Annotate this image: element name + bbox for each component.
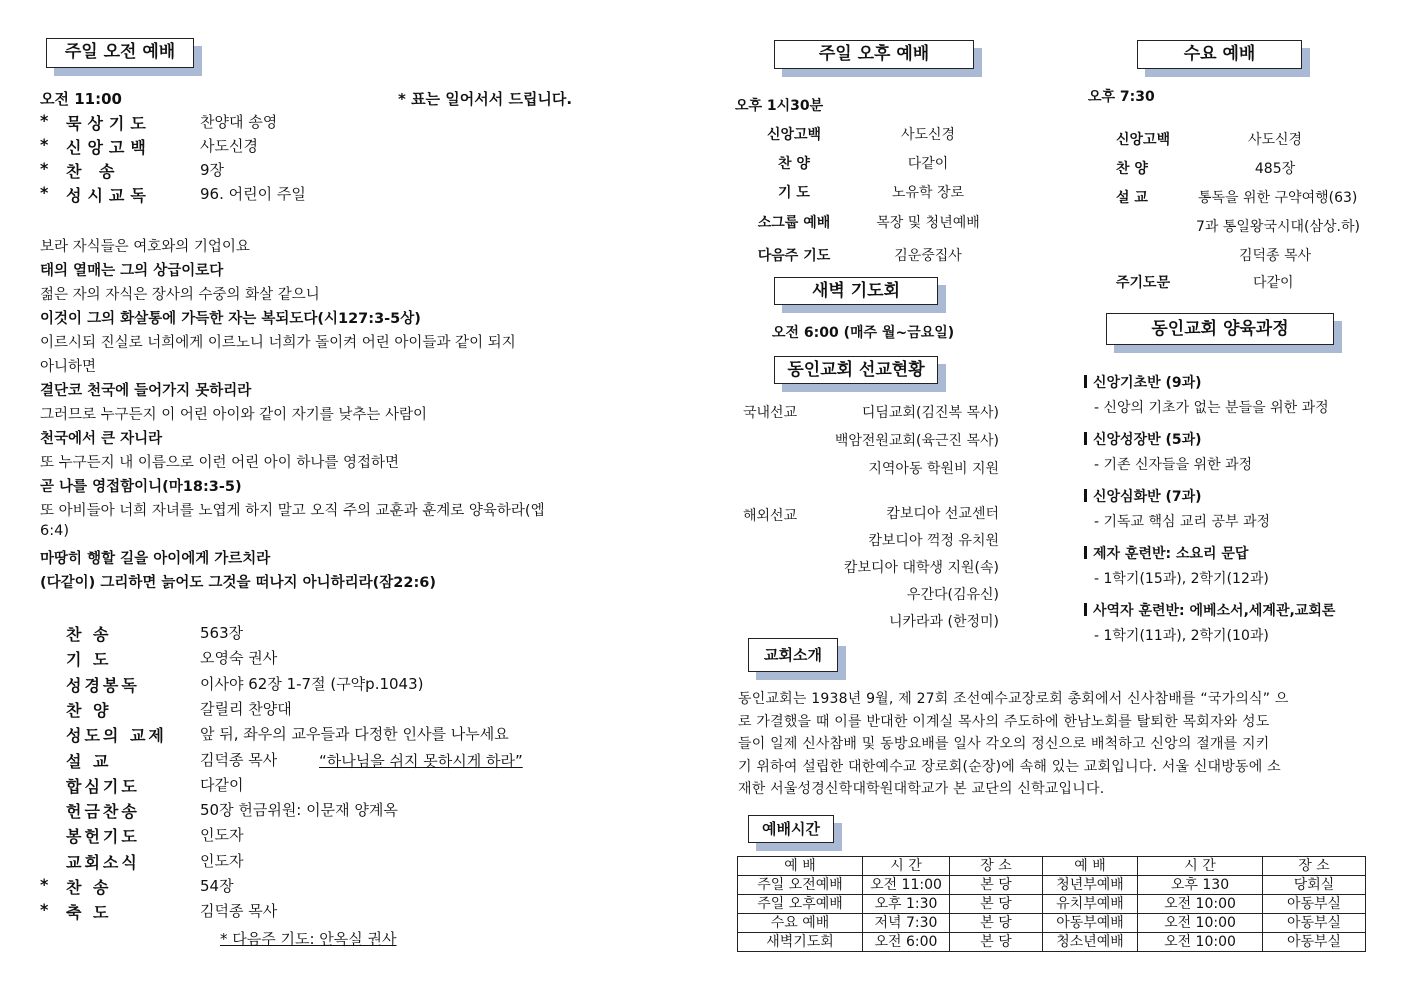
course-title-text: 신앙성장반 (5과) xyxy=(1093,432,1202,448)
schedule-cell: 유치부예배 xyxy=(1043,895,1138,914)
schedule-cell: 본 당 xyxy=(950,914,1043,933)
training-course-title xyxy=(1084,543,1248,563)
schedule-cell: 수요 예배 xyxy=(738,914,863,933)
mission-header: 동인교회 선교현황 xyxy=(774,356,938,384)
schedule-cell: 주일 오전예배 xyxy=(738,876,863,895)
order-label: 성도의 교제 xyxy=(66,726,167,746)
verse-line: 또 아비들아 너희 자녀를 노엽게 하지 말고 오직 주의 교훈과 훈계로 양육하라(엡 xyxy=(40,503,545,519)
wednesday-time: 오후 7:30 xyxy=(1088,89,1155,105)
afternoon-item-value: 목장 및 청년예배 xyxy=(876,215,980,231)
order-label: 헌금찬송 xyxy=(66,802,140,822)
schedule-cell: 본 당 xyxy=(950,933,1043,952)
schedule-cell: 아동부실 xyxy=(1263,914,1366,933)
dawn-prayer-header: 새벽 기도회 xyxy=(774,277,938,305)
order-label: 교회소식 xyxy=(66,852,140,872)
verse-line: 결단코 천국에 들어가지 못하리라 xyxy=(40,383,252,399)
order-label: 신앙고백 xyxy=(66,138,152,157)
verse-line: 보라 자식들은 여호와의 기업이요 xyxy=(40,239,250,255)
domestic-mission-item: 디딤교회(김진복 목사) xyxy=(861,405,999,421)
training-course-desc: - 기존 신자들을 위한 과정 xyxy=(1094,457,1253,473)
order-label: 찬 송 xyxy=(66,878,112,897)
order-star: * xyxy=(40,111,49,130)
afternoon-item-value: 사도신경 xyxy=(900,127,956,143)
schedule-col-header: 시 간 xyxy=(1138,857,1263,876)
intro-line: 들이 일제 신사참배 및 동방요배를 일사 각오의 정신으로 배척하고 신앙의 절개를 지키 xyxy=(738,736,1270,752)
sermon-title: “하나님을 쉬지 못하시게 하라” xyxy=(319,752,523,770)
overseas-mission-item: 캄보디아 선교센터 xyxy=(886,506,999,522)
verse-line: 6:4) xyxy=(40,523,69,539)
schedule-col-header: 장 소 xyxy=(950,857,1043,876)
schedule-cell: 청년부예배 xyxy=(1043,876,1138,895)
afternoon-time: 오후 1시30분 xyxy=(735,98,824,114)
order-label: 합심기도 xyxy=(66,776,140,796)
schedule-cell: 주일 오후예배 xyxy=(738,895,863,914)
afternoon-item-label: 소그룹 예배 xyxy=(757,215,831,231)
wednesday-item-label: 신앙고백 xyxy=(1116,132,1171,148)
next-week-prayer: * 다음주 기도: 안옥실 권사 xyxy=(220,930,397,948)
order-value: 인도자 xyxy=(200,826,244,845)
domestic-mission-item: 지역아동 학원비 지원 xyxy=(868,461,999,477)
training-course-title xyxy=(1084,372,1202,392)
order-value: 김덕종 목사 xyxy=(200,750,278,769)
order-value: 50장 헌금위원: 이문재 양계옥 xyxy=(200,801,398,820)
standing-note: * 표는 일어서서 드립니다. xyxy=(398,90,573,108)
wednesday-item-value: 485장 xyxy=(1254,161,1296,177)
dawn-prayer-time: 오전 6:00 (매주 월~금요일) xyxy=(772,325,955,341)
bullet-bar-icon xyxy=(1084,603,1087,616)
intro-line: 로 가결했을 때 이를 반대한 이계실 목사의 주도하에 한남노회를 탈퇴한 목회자와 성도 xyxy=(738,713,1270,730)
order-star: * xyxy=(40,875,49,894)
wednesday-service-header: 수요 예배 xyxy=(1137,40,1302,69)
bullet-bar-icon xyxy=(1084,432,1087,445)
order-value: 이사야 62장 1-7절 (구약p.1043) xyxy=(200,674,424,693)
schedule-cell: 오후 130 xyxy=(1138,876,1263,895)
order-star: * xyxy=(40,183,49,202)
training-course-desc: - 1학기(15과), 2학기(12과) xyxy=(1094,571,1269,587)
verse-line: 그러므로 누구든지 이 어린 아이와 같이 자기를 낮추는 사람이 xyxy=(40,407,428,423)
schedule-cell: 본 당 xyxy=(950,895,1043,914)
order-value: 563장 xyxy=(200,624,244,642)
schedule-cell: 아동부예배 xyxy=(1043,914,1138,933)
afternoon-item-value: 김운중집사 xyxy=(894,248,962,264)
training-course-title xyxy=(1084,429,1202,449)
order-star: * xyxy=(40,159,49,178)
afternoon-service-header: 주일 오후 예배 xyxy=(774,40,974,69)
afternoon-item-label: 찬 양 xyxy=(778,156,810,172)
intro-line: 동인교회는 1938년 9월, 제 27회 조선예수교장로회 총회에서 신사참배를 “국가의식” 으 xyxy=(738,691,1289,707)
order-value: 사도신경 xyxy=(200,137,258,155)
schedule-row xyxy=(738,876,1366,895)
intro-line: 재한 서울성경신학대학원대학교가 본 교단의 신학교입니다. xyxy=(738,781,1105,797)
schedule-row xyxy=(738,895,1366,914)
afternoon-item-label: 신앙고백 xyxy=(766,127,822,143)
wednesday-item-label: 찬 양 xyxy=(1116,161,1148,177)
schedule-header: 예배시간 xyxy=(748,815,834,843)
order-value: 앞 뒤, 좌우의 교우들과 다정한 인사를 나누세요 xyxy=(200,725,509,744)
order-value: 찬양대 송영 xyxy=(200,113,278,131)
schedule-cell: 저녁 7:30 xyxy=(863,914,950,933)
schedule-col-header: 예 배 xyxy=(738,857,863,876)
training-course-desc: - 신앙의 기초가 없는 분들을 위한 과정 xyxy=(1094,400,1329,416)
schedule-cell: 당회실 xyxy=(1263,876,1366,895)
schedule-cell: 오전 10:00 xyxy=(1138,914,1263,933)
order-label: 묵상기도 xyxy=(66,114,152,133)
overseas-mission-label: 해외선교 xyxy=(743,508,798,524)
training-header: 동인교회 양육과정 xyxy=(1106,313,1334,345)
overseas-mission-item: 니카라과 (한정미) xyxy=(888,614,999,630)
order-label: 찬 양 xyxy=(66,700,112,720)
training-course-title xyxy=(1084,600,1335,620)
bullet-bar-icon xyxy=(1084,375,1087,388)
bullet-bar-icon xyxy=(1084,489,1087,502)
order-label: 성시교독 xyxy=(66,186,152,205)
verse-line: 천국에서 큰 자니라 xyxy=(40,431,163,447)
overseas-mission-item: 우간다(김유신) xyxy=(906,587,999,603)
wednesday-item-value: 사도신경 xyxy=(1247,132,1303,148)
order-value: 갈릴리 찬양대 xyxy=(200,699,292,718)
verse-line: 또 누구든지 내 이름으로 이런 어린 아이 하나를 영접하면 xyxy=(40,455,400,471)
verse-line: (다같이) 그리하면 늙어도 그것을 떠나지 아니하리라(잠22:6) xyxy=(40,575,436,591)
training-course-desc: - 1학기(11과), 2학기(10과) xyxy=(1094,628,1269,644)
schedule-col-header: 예 배 xyxy=(1043,857,1138,876)
order-label: 성경봉독 xyxy=(66,675,140,695)
schedule-row xyxy=(738,914,1366,933)
schedule-cell: 오전 11:00 xyxy=(863,876,950,895)
wednesday-item-value: 통독을 위한 구약여행(63) xyxy=(1198,190,1358,206)
order-value: 인도자 xyxy=(200,851,244,870)
morning-service-time: 오전 11:00 xyxy=(40,90,122,108)
order-value: 54장 xyxy=(200,877,234,895)
domestic-mission-label: 국내선교 xyxy=(743,405,798,421)
schedule-col-header: 장 소 xyxy=(1263,857,1366,876)
afternoon-item-label: 다음주 기도 xyxy=(757,248,831,264)
course-title-text: 신앙심화반 (7과) xyxy=(1093,489,1202,505)
intro-line: 기 위하여 설립한 대한예수교 장로회(순장)에 속해 있는 교회입니다. 서울 신대방동에 소 xyxy=(738,758,1281,775)
order-label: 설 교 xyxy=(66,751,112,771)
course-title-text: 제자 훈련반: 소요리 문답 xyxy=(1093,546,1249,562)
wednesday-closing-label: 주기도문 xyxy=(1116,275,1171,291)
schedule-cell: 오후 1:30 xyxy=(863,895,950,914)
wednesday-closing-value: 다같이 xyxy=(1253,275,1294,291)
verse-line: 이르시되 진실로 너희에게 이르노니 너희가 돌이켜 어린 아이들과 같이 되지 xyxy=(40,335,516,351)
schedule-row xyxy=(738,933,1366,952)
morning-service-header: 주일 오전 예배 xyxy=(46,38,194,68)
schedule-cell: 아동부실 xyxy=(1263,895,1366,914)
order-value: 오영숙 권사 xyxy=(200,649,278,668)
order-value: 김덕종 목사 xyxy=(200,902,278,921)
wednesday-preacher: 김덕종 목사 xyxy=(1239,248,1312,264)
bullet-bar-icon xyxy=(1084,546,1087,559)
verse-line: 젊은 자의 자식은 장사의 수중의 화살 같으니 xyxy=(40,287,320,303)
training-course-title xyxy=(1084,486,1202,506)
order-star: * xyxy=(40,135,49,154)
schedule-cell: 새벽기도회 xyxy=(738,933,863,952)
schedule-cell: 본 당 xyxy=(950,876,1043,895)
afternoon-item-value: 노유학 장로 xyxy=(891,185,965,201)
training-course-desc: - 기독교 핵심 교리 공부 과정 xyxy=(1094,514,1271,530)
order-label: 봉헌기도 xyxy=(66,827,140,847)
schedule-cell: 오전 6:00 xyxy=(863,933,950,952)
order-star: * xyxy=(40,900,49,920)
schedule-cell: 오전 10:00 xyxy=(1138,895,1263,914)
verse-line: 곧 나를 영접함이니(마18:3-5) xyxy=(40,479,242,495)
verse-line: 마땅히 행할 길을 아이에게 가르치라 xyxy=(40,551,271,567)
order-value: 9장 xyxy=(200,161,225,179)
verse-line: 이것이 그의 화살통에 가득한 자는 복되도다(시127:3-5상) xyxy=(40,311,421,327)
verse-line: 아니하면 xyxy=(40,359,97,375)
order-value: 다같이 xyxy=(200,775,244,794)
afternoon-item-label: 기 도 xyxy=(778,185,810,201)
schedule-cell: 청소년예배 xyxy=(1043,933,1138,952)
order-label: 찬 송 xyxy=(66,625,112,644)
course-title-text: 사역자 훈련반: 에베소서,세계관,교회론 xyxy=(1093,603,1336,619)
course-title-text: 신앙기초반 (9과) xyxy=(1093,375,1202,391)
overseas-mission-item: 캄보디아 대학생 지원(속) xyxy=(843,560,999,576)
schedule-cell: 오전 10:00 xyxy=(1138,933,1263,952)
schedule-col-header: 시 간 xyxy=(863,857,950,876)
order-label: 축 도 xyxy=(66,903,112,923)
wednesday-sermon-line2: 7과 통일왕국시대(삼상.하) xyxy=(1196,219,1360,235)
order-label: 찬 송 xyxy=(66,162,121,181)
worship-schedule-table xyxy=(737,856,1366,952)
overseas-mission-item: 캄보디아 꺽정 유치원 xyxy=(868,533,999,549)
afternoon-item-value: 다같이 xyxy=(907,156,949,172)
domestic-mission-item: 백암전원교회(육근진 목사) xyxy=(834,433,999,449)
wednesday-item-label: 설 교 xyxy=(1116,190,1148,206)
order-label: 기 도 xyxy=(66,650,112,670)
church-intro-header: 교회소개 xyxy=(748,638,838,672)
order-value: 96. 어린이 주일 xyxy=(200,185,306,203)
verse-line: 태의 열매는 그의 상급이로다 xyxy=(40,263,224,279)
schedule-cell: 아동부실 xyxy=(1263,933,1366,952)
